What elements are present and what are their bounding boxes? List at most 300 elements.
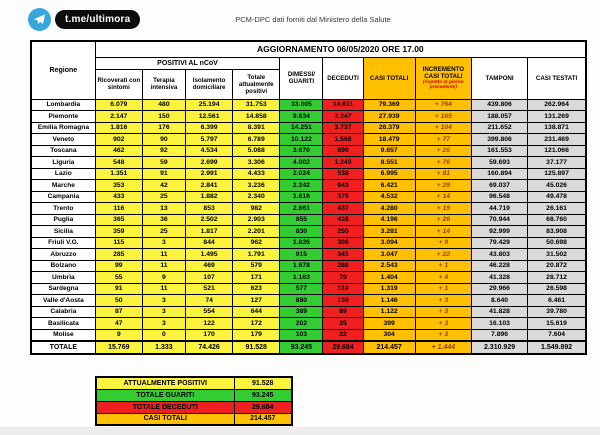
region-cell: Friuli V.G. <box>31 237 95 249</box>
value-cell-inc: + 3 <box>415 318 471 330</box>
value-cell-pos: 6.079 <box>95 99 142 111</box>
value-cell-pos: 982 <box>233 203 280 215</box>
column-header-incremento <box>415 57 471 99</box>
value-cell-pos: 11 <box>142 249 185 261</box>
table-row <box>31 249 586 261</box>
value-cell-dim: 3.670 <box>280 145 323 157</box>
value-cell-tot: 399 <box>363 318 415 330</box>
value-cell-gray: 160.894 <box>471 168 527 180</box>
value-cell-dim: 880 <box>280 295 323 307</box>
value-cell-pos: 1.351 <box>95 168 142 180</box>
header-row-groups <box>31 57 586 69</box>
value-cell-pos: 853 <box>186 203 233 215</box>
value-cell-pos: 5.797 <box>186 134 233 146</box>
value-cell-pos: 9 <box>95 329 142 341</box>
value-cell-inc: + 165 <box>415 111 471 123</box>
value-cell-pos: 47 <box>95 318 142 330</box>
table-row <box>31 306 586 318</box>
table-row <box>31 260 586 272</box>
table-row <box>31 295 586 307</box>
value-cell-inc: + 77 <box>415 134 471 146</box>
value-cell-pos: 353 <box>95 180 142 192</box>
table-row <box>31 214 586 226</box>
value-cell-dim: 4.002 <box>280 157 323 169</box>
value-cell-dim: 2.861 <box>280 203 323 215</box>
value-cell-pos: 91 <box>95 283 142 295</box>
value-cell-pos: 3 <box>142 237 185 249</box>
value-cell-dec: 341 <box>323 249 363 261</box>
value-cell-dec: 538 <box>323 168 363 180</box>
value-cell-pos: 122 <box>186 318 233 330</box>
value-cell-gray: 161.553 <box>471 145 527 157</box>
region-cell: Veneto <box>31 134 95 146</box>
value-cell-pos: 3 <box>142 318 185 330</box>
value-cell-gray: 70.944 <box>471 214 527 226</box>
value-cell-pos: 25 <box>142 191 185 203</box>
value-cell-pos: 548 <box>95 157 142 169</box>
value-cell-inc: + 3 <box>415 295 471 307</box>
value-cell-pos: 623 <box>233 283 280 295</box>
value-cell-pos: 521 <box>186 283 233 295</box>
value-cell-dec: 1.568 <box>323 134 363 146</box>
table-row <box>31 203 586 215</box>
value-cell-gray: 29.966 <box>471 283 527 295</box>
value-cell-dec: 438 <box>323 214 363 226</box>
value-cell-gray: 37.177 <box>528 157 586 169</box>
value-cell-gray: 50.698 <box>528 237 586 249</box>
value-cell-pos: 844 <box>186 237 233 249</box>
value-cell-gray: 121.066 <box>528 145 586 157</box>
value-cell-pos: 9 <box>142 272 185 284</box>
value-cell-inc: + 14 <box>415 191 471 203</box>
table-row <box>31 157 586 169</box>
value-cell-tot: 9.657 <box>363 145 415 157</box>
value-cell-gray: 96.548 <box>471 191 527 203</box>
incremento-subnote: (rispetto al giorno precedente) <box>422 79 464 90</box>
value-cell-inc: + 3 <box>415 329 471 341</box>
value-cell-dec: 899 <box>323 145 363 157</box>
value-cell-gray: 79.429 <box>471 237 527 249</box>
value-cell-pos: 171 <box>233 272 280 284</box>
value-cell-dec: 286 <box>323 260 363 272</box>
region-cell: Sardegna <box>31 283 95 295</box>
table-row <box>31 180 586 192</box>
value-cell-inc: + 3 <box>415 306 471 318</box>
value-cell-gray: 59.693 <box>471 157 527 169</box>
region-cell: Calabria <box>31 306 95 318</box>
region-cell: Campania <box>31 191 95 203</box>
value-cell-gray: 262.964 <box>528 99 586 111</box>
table-body <box>31 99 586 354</box>
value-cell-dim: 855 <box>280 214 323 226</box>
value-cell-dec: 70 <box>323 272 363 284</box>
value-cell-tot: 2.543 <box>363 260 415 272</box>
value-cell-pos: 127 <box>233 295 280 307</box>
channel-badge[interactable]: t.me/ultimora <box>55 10 140 29</box>
value-cell-gray: 125.897 <box>528 168 586 180</box>
table-row <box>31 168 586 180</box>
value-cell-dim: 1.826 <box>280 237 323 249</box>
value-cell-gray: 20.872 <box>528 260 586 272</box>
value-cell-dim: 830 <box>280 226 323 238</box>
value-cell-dim: 10.122 <box>280 134 323 146</box>
value-cell-inc: + 29 <box>415 180 471 192</box>
value-cell-dim: 577 <box>280 283 323 295</box>
value-cell-gray: 46.228 <box>471 260 527 272</box>
value-cell-pos: 8.391 <box>233 122 280 134</box>
value-cell-tot: 8.551 <box>363 157 415 169</box>
table-row <box>31 272 586 284</box>
region-cell: Lombardia <box>31 99 95 111</box>
table-row <box>31 237 586 249</box>
value-cell-pos: 554 <box>186 306 233 318</box>
value-cell-gray: 28.712 <box>528 272 586 284</box>
value-cell-tot: 3.281 <box>363 226 415 238</box>
value-cell-tot: 1.404 <box>363 272 415 284</box>
value-cell-pos: 170 <box>186 329 233 341</box>
telegram-logo-icon <box>28 8 51 31</box>
value-cell-pos: 2.147 <box>95 111 142 123</box>
summary-value: 214.457 <box>234 413 292 425</box>
source-note: PCM-DPC dati forniti dal Ministero della Salute <box>235 15 391 24</box>
value-cell-tot: 18.479 <box>363 134 415 146</box>
value-cell-dec: 3.737 <box>323 122 363 134</box>
value-cell-dec: 1.243 <box>323 157 363 169</box>
value-cell-dim: 202 <box>280 318 323 330</box>
region-cell: Basilicata <box>31 318 95 330</box>
value-cell-pos: 13 <box>142 203 185 215</box>
value-cell-dim: 1.163 <box>280 272 323 284</box>
value-cell-pos: 6.789 <box>233 134 280 146</box>
value-cell-pos: 2.991 <box>186 168 233 180</box>
table-row <box>31 283 586 295</box>
value-cell-dim: 103 <box>280 329 323 341</box>
value-cell-pos: 962 <box>233 237 280 249</box>
value-cell-pos: 115 <box>95 237 142 249</box>
paper-plane-icon <box>33 13 46 26</box>
summary-box <box>95 376 293 426</box>
value-cell-pos: 3.306 <box>233 157 280 169</box>
value-cell-dim: 2.242 <box>280 180 323 192</box>
value-cell-inc: + 22 <box>415 249 471 261</box>
incremento-label: INCREMENTO CASI TOTALI <box>422 65 465 80</box>
summary-row <box>96 389 292 401</box>
value-cell-pos: 469 <box>186 260 233 272</box>
value-cell-pos: 31.753 <box>233 99 280 111</box>
value-cell-dec: 29.684 <box>323 341 363 354</box>
value-cell-pos: 15.769 <box>95 341 142 354</box>
value-cell-dec: 3.247 <box>323 111 363 123</box>
value-cell-inc: + 26 <box>415 214 471 226</box>
value-cell-dec: 25 <box>323 318 363 330</box>
summary-label: CASI TOTALI <box>96 413 234 425</box>
value-cell-inc: + 1.444 <box>415 341 471 354</box>
value-cell-dec: 89 <box>323 306 363 318</box>
header-row-title <box>31 41 586 57</box>
value-cell-tot: 4.532 <box>363 191 415 203</box>
value-cell-inc: + 764 <box>415 99 471 111</box>
value-cell-pos: 2.699 <box>186 157 233 169</box>
value-cell-pos: 14.858 <box>233 111 280 123</box>
value-cell-pos: 2.340 <box>233 191 280 203</box>
value-cell-tot: 3.094 <box>363 237 415 249</box>
summary-label: TOTALE DECEDUTI <box>96 401 234 413</box>
value-cell-pos: 176 <box>142 122 185 134</box>
value-cell-pos: 3.236 <box>233 180 280 192</box>
value-cell-dim: 389 <box>280 306 323 318</box>
value-cell-dim: 1.678 <box>280 260 323 272</box>
table-row <box>31 99 586 111</box>
region-cell: Lazio <box>31 168 95 180</box>
value-cell-gray: 26.598 <box>528 283 586 295</box>
column-header-deceduti: DECEDUTI <box>323 57 363 99</box>
value-cell-pos: 462 <box>95 145 142 157</box>
value-cell-pos: 42 <box>142 180 185 192</box>
summary-value: 91.528 <box>234 377 292 389</box>
value-cell-pos: 91 <box>142 168 185 180</box>
region-cell: Puglia <box>31 214 95 226</box>
value-cell-tot: 6.421 <box>363 180 415 192</box>
summary-label: ATTUALMENTE POSITIVI <box>96 377 234 389</box>
value-cell-pos: 55 <box>95 272 142 284</box>
column-header-isolamento: Isolamento domiciliare <box>186 69 233 99</box>
value-cell-tot: 27.939 <box>363 111 415 123</box>
value-cell-dec: 14.611 <box>323 99 363 111</box>
value-cell-gray: 45.026 <box>528 180 586 192</box>
value-cell-gray: 7.896 <box>471 329 527 341</box>
value-cell-gray: 49.478 <box>528 191 586 203</box>
region-cell: Marche <box>31 180 95 192</box>
bottom-strip <box>0 427 600 435</box>
value-cell-pos: 25 <box>142 226 185 238</box>
region-cell: Molise <box>31 329 95 341</box>
value-cell-pos: 172 <box>233 318 280 330</box>
table-row <box>31 191 586 203</box>
value-cell-pos: 107 <box>186 272 233 284</box>
value-cell-tot: 4.280 <box>363 203 415 215</box>
value-cell-tot: 26.379 <box>363 122 415 134</box>
value-cell-gray: 211.652 <box>471 122 527 134</box>
column-header-casi-totali: CASI TOTALI <box>363 57 415 99</box>
value-cell-dec: 437 <box>323 203 363 215</box>
table-row <box>31 226 586 238</box>
value-cell-tot: 3.047 <box>363 249 415 261</box>
column-header-dimessi: DIMESSI/ GUARITI <box>280 57 323 99</box>
value-cell-pos: 179 <box>233 329 280 341</box>
value-cell-tot: 79.369 <box>363 99 415 111</box>
value-cell-pos: 25.194 <box>186 99 233 111</box>
region-cell: Valle d'Aosta <box>31 295 95 307</box>
value-cell-pos: 579 <box>233 260 280 272</box>
value-cell-pos: 36 <box>142 214 185 226</box>
value-cell-pos: 644 <box>233 306 280 318</box>
value-cell-inc: + 104 <box>415 122 471 134</box>
value-cell-tot: 1.122 <box>363 306 415 318</box>
value-cell-pos: 285 <box>95 249 142 261</box>
value-cell-pos: 11 <box>142 260 185 272</box>
value-cell-gray: 231.469 <box>528 134 586 146</box>
value-cell-gray: 399.806 <box>471 134 527 146</box>
value-cell-gray: 39.780 <box>528 306 586 318</box>
value-cell-inc: + 1 <box>415 260 471 272</box>
value-cell-gray: 31.502 <box>528 249 586 261</box>
value-cell-gray: 2.310.929 <box>471 341 527 354</box>
value-cell-pos: 116 <box>95 203 142 215</box>
region-cell: TOTALE <box>31 341 95 354</box>
value-cell-pos: 902 <box>95 134 142 146</box>
region-cell: Bolzano <box>31 260 95 272</box>
value-cell-dim: 9.834 <box>280 111 323 123</box>
value-cell-pos: 5.088 <box>233 145 280 157</box>
value-cell-dec: 139 <box>323 295 363 307</box>
value-cell-pos: 90 <box>142 134 185 146</box>
value-cell-inc: + 76 <box>415 157 471 169</box>
value-cell-pos: 59 <box>142 157 185 169</box>
value-cell-pos: 12.561 <box>186 111 233 123</box>
value-cell-pos: 4.534 <box>186 145 233 157</box>
value-cell-pos: 0 <box>142 329 185 341</box>
value-cell-tot: 4.196 <box>363 214 415 226</box>
value-cell-pos: 1.817 <box>186 226 233 238</box>
table-row <box>31 134 586 146</box>
value-cell-pos: 74.426 <box>186 341 233 354</box>
value-cell-dec: 119 <box>323 283 363 295</box>
value-cell-gray: 92.999 <box>471 226 527 238</box>
value-cell-pos: 1.882 <box>186 191 233 203</box>
value-cell-dec: 376 <box>323 191 363 203</box>
region-cell: Liguria <box>31 157 95 169</box>
value-cell-pos: 150 <box>142 111 185 123</box>
value-cell-tot: 1.319 <box>363 283 415 295</box>
value-cell-pos: 50 <box>95 295 142 307</box>
value-cell-tot: 214.457 <box>363 341 415 354</box>
value-cell-pos: 359 <box>95 226 142 238</box>
value-cell-pos: 433 <box>95 191 142 203</box>
table-row-total <box>31 341 586 354</box>
value-cell-pos: 74 <box>186 295 233 307</box>
value-cell-pos: 1.791 <box>233 249 280 261</box>
table-row <box>31 329 586 341</box>
value-cell-pos: 3 <box>142 295 185 307</box>
table-row <box>31 145 586 157</box>
column-header-region: Regione <box>31 41 95 99</box>
value-cell-pos: 2.502 <box>186 214 233 226</box>
value-cell-tot: 6.995 <box>363 168 415 180</box>
region-cell: Umbria <box>31 272 95 284</box>
value-cell-gray: 26.161 <box>528 203 586 215</box>
value-cell-pos: 2.841 <box>186 180 233 192</box>
value-cell-gray: 7.604 <box>528 329 586 341</box>
value-cell-gray: 6.461 <box>528 295 586 307</box>
value-cell-dec: 306 <box>323 237 363 249</box>
value-cell-inc: + 19 <box>415 203 471 215</box>
summary-row <box>96 401 292 413</box>
value-cell-pos: 2.903 <box>233 214 280 226</box>
value-cell-gray: 69.037 <box>471 180 527 192</box>
value-cell-pos: 4.433 <box>233 168 280 180</box>
value-cell-pos: 1.333 <box>142 341 185 354</box>
region-cell: Piemonte <box>31 111 95 123</box>
value-cell-gray: 68.760 <box>528 214 586 226</box>
value-cell-inc: + 4 <box>415 272 471 284</box>
value-cell-gray: 43.803 <box>471 249 527 261</box>
region-cell: Abruzzo <box>31 249 95 261</box>
value-cell-pos: 2.201 <box>233 226 280 238</box>
value-cell-inc: + 1 <box>415 283 471 295</box>
value-cell-tot: 304 <box>363 329 415 341</box>
value-cell-gray: 1.549.892 <box>528 341 586 354</box>
value-cell-tot: 1.146 <box>363 295 415 307</box>
value-cell-gray: 15.619 <box>528 318 586 330</box>
summary-label: TOTALE GUARITI <box>96 389 234 401</box>
value-cell-inc: + 26 <box>415 145 471 157</box>
value-cell-dim: 14.251 <box>280 122 323 134</box>
value-cell-pos: 87 <box>95 306 142 318</box>
value-cell-gray: 138.871 <box>528 122 586 134</box>
value-cell-gray: 41.328 <box>471 272 527 284</box>
value-cell-dim: 1.816 <box>280 191 323 203</box>
column-group-positivi: POSITIVI AL nCoV <box>95 57 280 69</box>
column-header-casi-testati: CASI TESTATI <box>528 57 586 99</box>
value-cell-gray: 16.103 <box>471 318 527 330</box>
value-cell-pos: 3 <box>142 306 185 318</box>
top-bar <box>28 5 590 35</box>
table-row <box>31 122 586 134</box>
region-cell: Emilia Romagna <box>31 122 95 134</box>
table-title: AGGIORNAMENTO 06/05/2020 ORE 17.00 <box>95 41 586 57</box>
value-cell-inc: + 14 <box>415 226 471 238</box>
value-cell-gray: 439.806 <box>471 99 527 111</box>
value-cell-gray: 83.908 <box>528 226 586 238</box>
value-cell-dec: 250 <box>323 226 363 238</box>
value-cell-dec: 22 <box>323 329 363 341</box>
column-header-totale-positivi: Totale attualmente positivi <box>233 69 280 99</box>
value-cell-inc: + 9 <box>415 237 471 249</box>
region-cell: Trento <box>31 203 95 215</box>
value-cell-gray: 8.640 <box>471 295 527 307</box>
value-cell-pos: 1.816 <box>95 122 142 134</box>
value-cell-inc: + 81 <box>415 168 471 180</box>
column-header-terapia: Terapia intensiva <box>142 69 185 99</box>
table-row <box>31 111 586 123</box>
value-cell-pos: 365 <box>95 214 142 226</box>
summary-row <box>96 413 292 425</box>
column-header-ricoverati: Ricoverati con sintomi <box>95 69 142 99</box>
column-header-tamponi: TAMPONI <box>471 57 527 99</box>
covid-data-table <box>30 40 587 355</box>
summary-row <box>96 377 292 389</box>
value-cell-dim: 915 <box>280 249 323 261</box>
value-cell-pos: 11 <box>142 283 185 295</box>
value-cell-pos: 6.399 <box>186 122 233 134</box>
value-cell-pos: 1.495 <box>186 249 233 261</box>
value-cell-gray: 44.719 <box>471 203 527 215</box>
value-cell-dim: 33.005 <box>280 99 323 111</box>
value-cell-pos: 92 <box>142 145 185 157</box>
value-cell-pos: 99 <box>95 260 142 272</box>
summary-value: 93.245 <box>234 389 292 401</box>
value-cell-dec: 943 <box>323 180 363 192</box>
value-cell-dim: 2.024 <box>280 168 323 180</box>
summary-body <box>96 377 292 425</box>
value-cell-gray: 188.057 <box>471 111 527 123</box>
table-row <box>31 318 586 330</box>
value-cell-gray: 131.269 <box>528 111 586 123</box>
region-cell: Sicilia <box>31 226 95 238</box>
summary-value: 29.684 <box>234 401 292 413</box>
region-cell: Toscana <box>31 145 95 157</box>
value-cell-dim: 93.245 <box>280 341 323 354</box>
